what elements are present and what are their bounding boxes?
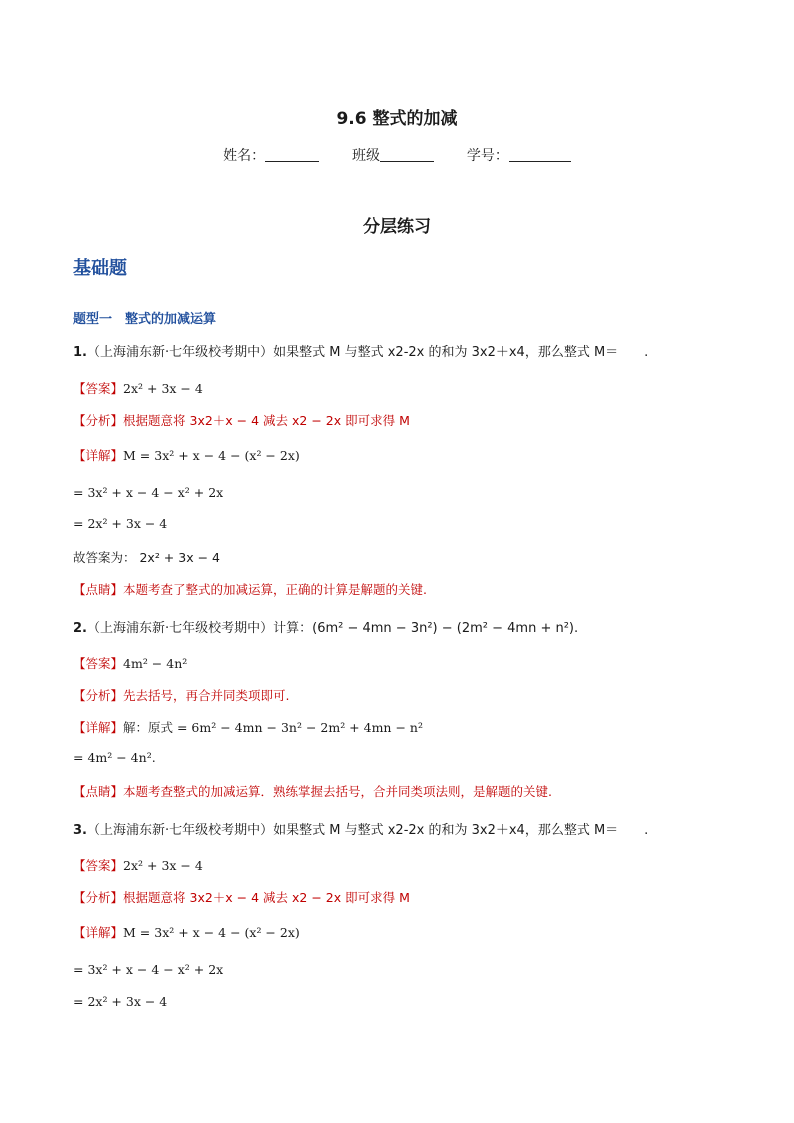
problem-3-detail: 【详解】M = 3x² + x − 4 − (x² − 2x) (73, 925, 300, 940)
problem-2-stem: 2.（上海浦东新·七年级校考期中）计算：(6m² − 4mn − 3n²) − (2m² − 4mn + n²). (73, 621, 579, 636)
problem-2-detail: 【详解】解：原式 = 6m² − 4mn − 3n² − 2m² + 4mn − n² (73, 720, 423, 735)
class-label: 班级 (352, 148, 380, 164)
problem-2-step-1: = 4m² − 4n². (73, 750, 156, 765)
section-title: 分层练习 (363, 217, 431, 237)
problem-2-answer: 【答案】4m² − 4n² (73, 656, 188, 671)
type-title: 题型一 整式的加减运算 (73, 312, 217, 327)
student-info (0, 145, 794, 165)
problem-3-step-1: = 3x² + x − 4 − x² + 2x (73, 962, 224, 977)
problem-3-step-2: = 2x² + 3x − 4 (73, 994, 168, 1009)
problem-2-analysis: 【分析】先去括号，再合并同类项即可. (73, 688, 290, 703)
problem-3-stem: 3.（上海浦东新·七年级校考期中）如果整式 M 与整式 x2-2x 的和为 3x2＋x4，那么整式 M＝ . (73, 823, 649, 838)
id-label: 学号： (466, 148, 509, 164)
level-title: 基础题 (73, 258, 127, 279)
problem-1-step-1: = 3x² + x − 4 − x² + 2x (73, 485, 224, 500)
name-blank[interactable] (265, 147, 319, 162)
problem-1-comment: 【点睛】本题考查了整式的加减运算，正确的计算是解题的关键. (73, 582, 427, 597)
problem-3-answer: 【答案】2x² + 3x − 4 (73, 858, 203, 873)
id-blank[interactable] (509, 147, 571, 162)
problem-1-stem: 1.（上海浦东新·七年级校考期中）如果整式 M 与整式 x2-2x 的和为 3x2＋x4，那么整式 M＝ . (73, 345, 649, 360)
problem-1-conclusion: 故答案为： 2x² + 3x − 4 (73, 550, 220, 565)
problem-1-detail: 【详解】M = 3x² + x − 4 − (x² − 2x) (73, 448, 300, 463)
class-blank[interactable] (380, 147, 434, 162)
problem-1-answer: 【答案】2x² + 3x − 4 (73, 381, 203, 396)
page-title: 9.6 整式的加减 (336, 109, 458, 129)
problem-1-step-2: = 2x² + 3x − 4 (73, 516, 168, 531)
name-label: 姓名： (223, 148, 266, 164)
problem-1-analysis: 【分析】根据题意将 3x2＋x − 4 减去 x2 − 2x 即可求得 M (73, 413, 410, 428)
problem-2-comment: 【点睛】本题考查整式的加减运算．熟练掌握去括号，合并同类项法则，是解题的关键. (73, 784, 552, 799)
problem-3-analysis: 【分析】根据题意将 3x2＋x − 4 减去 x2 − 2x 即可求得 M (73, 890, 410, 905)
